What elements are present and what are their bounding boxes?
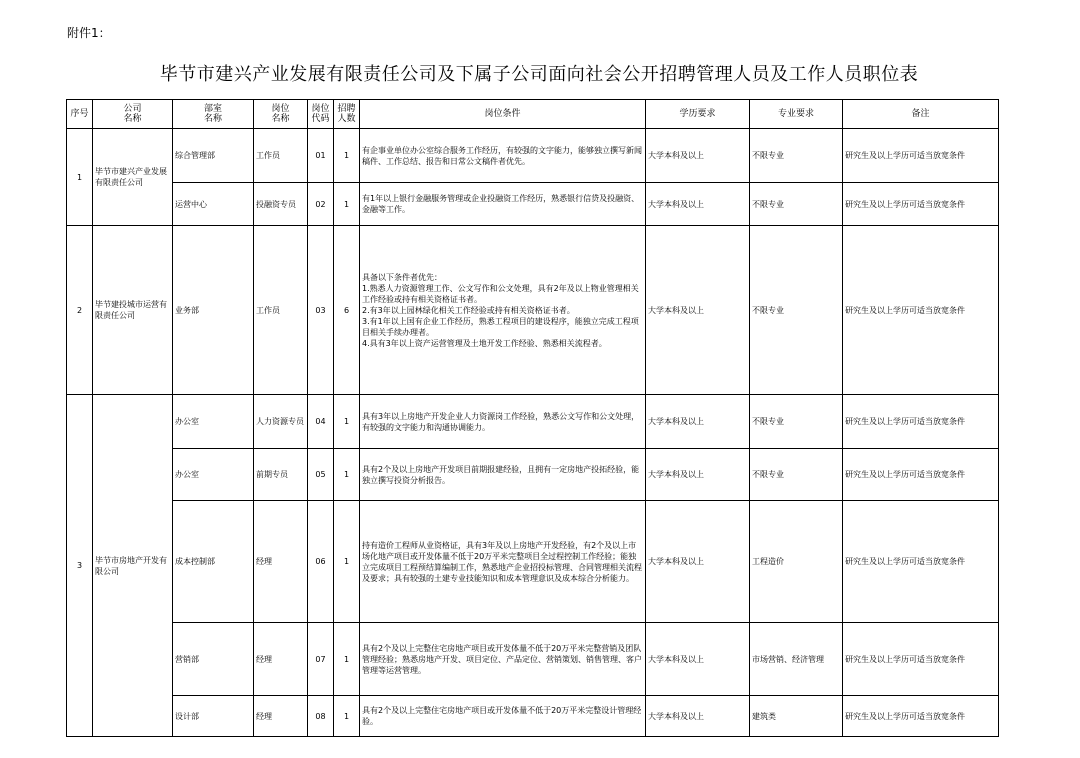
- remark-cell: 研究生及以上学历可适当放宽条件: [843, 226, 999, 395]
- remark-cell: 研究生及以上学历可适当放宽条件: [843, 501, 999, 623]
- dept-cell: 综合管理部: [173, 129, 254, 183]
- company-cell: 毕节市房地产开发有限公司: [93, 395, 173, 737]
- education-cell: 大学本科及以上: [646, 696, 750, 737]
- education-cell: 大学本科及以上: [646, 501, 750, 623]
- remark-cell: 研究生及以上学历可适当放宽条件: [843, 395, 999, 449]
- remark-cell: 研究生及以上学历可适当放宽条件: [843, 623, 999, 696]
- code-cell: 08: [308, 696, 334, 737]
- dept-cell: 设计部: [173, 696, 254, 737]
- dept-cell: 营销部: [173, 623, 254, 696]
- dept-cell: 运营中心: [173, 183, 254, 226]
- attachment-label: 附件1：: [67, 26, 111, 40]
- position-cell: 工作员: [254, 129, 308, 183]
- conditions-cell: 具有2个及以上完整住宅房地产项目或开发体量不低于20万平米完整营销及团队管理经验；熟悉房地产开发、项目定位、产品定位、营销策划、销售管理、客户管理等运营管理。: [360, 623, 646, 696]
- count-cell: 1: [334, 395, 360, 449]
- education-cell: 大学本科及以上: [646, 395, 750, 449]
- table-row: [67, 129, 999, 183]
- position-cell: 工作员: [254, 226, 308, 395]
- major-cell: 工程造价: [750, 501, 843, 623]
- education-cell: 大学本科及以上: [646, 129, 750, 183]
- document-title: 毕节市建兴产业发展有限责任公司及下属子公司面向社会公开招聘管理人员及工作人员职位表: [159, 64, 919, 85]
- header-seq: 序号: [67, 100, 93, 129]
- seq-cell: 3: [67, 395, 93, 737]
- conditions-cell: 具有2个及以上房地产开发项目前期报建经验，且拥有一定房地产投拓经验，能独立撰写投资分析报告。: [360, 449, 646, 501]
- table-row: [67, 183, 999, 226]
- count-cell: 1: [334, 449, 360, 501]
- education-cell: 大学本科及以上: [646, 226, 750, 395]
- conditions-cell: 持有造价工程师从业资格证，具有3年及以上房地产开发经验，有2个及以上市场化地产项目或开发体量不低于20万平米完整项目全过程控制工作经验；能独立完成项目工程预结算编制工作，熟悉地产企业招投标管理、合同管理相关流程及要求；具有较强的土建专业技能知识和成本管理意识及成本综合分析能力。: [360, 501, 646, 623]
- header-major: 专业要求: [750, 100, 843, 129]
- count-cell: 1: [334, 501, 360, 623]
- header-code: 岗位 代码: [308, 100, 334, 129]
- code-cell: 07: [308, 623, 334, 696]
- remark-cell: 研究生及以上学历可适当放宽条件: [843, 696, 999, 737]
- major-cell: 不限专业: [750, 449, 843, 501]
- count-cell: 1: [334, 696, 360, 737]
- company-cell: 毕节建投城市运营有限责任公司: [93, 226, 173, 395]
- education-cell: 大学本科及以上: [646, 449, 750, 501]
- position-cell: 经理: [254, 623, 308, 696]
- seq-cell: 1: [67, 129, 93, 226]
- code-cell: 05: [308, 449, 334, 501]
- table-row: [67, 395, 999, 449]
- positions-table: [66, 99, 999, 737]
- conditions-cell: 具有2个及以上完整住宅房地产项目或开发体量不低于20万平米完整设计管理经验。: [360, 696, 646, 737]
- header-education: 学历要求: [646, 100, 750, 129]
- remark-cell: 研究生及以上学历可适当放宽条件: [843, 129, 999, 183]
- dept-cell: 办公室: [173, 395, 254, 449]
- code-cell: 04: [308, 395, 334, 449]
- header-row: [67, 100, 999, 129]
- table-row: [67, 226, 999, 395]
- company-cell: 毕节市建兴产业发展有限责任公司: [93, 129, 173, 226]
- major-cell: 建筑类: [750, 696, 843, 737]
- major-cell: 不限专业: [750, 395, 843, 449]
- header-remark: 备注: [843, 100, 999, 129]
- header-position: 岗位 名称: [254, 100, 308, 129]
- header-company: 公司 名称: [93, 100, 173, 129]
- table-row: [67, 449, 999, 501]
- count-cell: 1: [334, 183, 360, 226]
- table-row: [67, 501, 999, 623]
- count-cell: 6: [334, 226, 360, 395]
- conditions-cell: 具备以下条件者优先： 1.熟悉人力资源管理工作、公文写作和公文处理，具有2年及以上物业管理相关工作经验或持有相关资格证书者。 2.有3年以上园林绿化相关工作经验或持有相关资格证书者。 3.有1年以上国有企业工作经历，熟悉工程项目的建设程序，能独立完成工程项目相关手续办理者。 4.具有3年以上资产运营管理及土地开发工作经验、熟悉相关流程者。: [360, 226, 646, 395]
- conditions-cell: 有企事业单位办公室综合服务工作经历，有较强的文字能力，能够独立撰写新闻稿件、工作总结、报告和日常公文稿件者优先。: [360, 129, 646, 183]
- conditions-cell: 有1年以上银行金融服务管理或企业投融资工作经历，熟悉银行信贷及投融资、金融等工作。: [360, 183, 646, 226]
- header-count: 招聘 人数: [334, 100, 360, 129]
- seq-cell: 2: [67, 226, 93, 395]
- major-cell: 不限专业: [750, 129, 843, 183]
- header-dept: 部室 名称: [173, 100, 254, 129]
- table-row: [67, 696, 999, 737]
- conditions-cell: 具有3年以上房地产开发企业人力资源岗工作经验，熟悉公文写作和公文处理，有较强的文字能力和沟通协调能力。: [360, 395, 646, 449]
- position-cell: 前期专员: [254, 449, 308, 501]
- table-row: [67, 623, 999, 696]
- dept-cell: 办公室: [173, 449, 254, 501]
- code-cell: 03: [308, 226, 334, 395]
- count-cell: 1: [334, 623, 360, 696]
- position-cell: 人力资源专员: [254, 395, 308, 449]
- code-cell: 06: [308, 501, 334, 623]
- education-cell: 大学本科及以上: [646, 183, 750, 226]
- code-cell: 02: [308, 183, 334, 226]
- dept-cell: 成本控制部: [173, 501, 254, 623]
- dept-cell: 业务部: [173, 226, 254, 395]
- position-cell: 经理: [254, 696, 308, 737]
- remark-cell: 研究生及以上学历可适当放宽条件: [843, 449, 999, 501]
- position-cell: 投融资专员: [254, 183, 308, 226]
- code-cell: 01: [308, 129, 334, 183]
- major-cell: 不限专业: [750, 183, 843, 226]
- header-conditions: 岗位条件: [360, 100, 646, 129]
- major-cell: 市场营销、经济管理: [750, 623, 843, 696]
- remark-cell: 研究生及以上学历可适当放宽条件: [843, 183, 999, 226]
- education-cell: 大学本科及以上: [646, 623, 750, 696]
- count-cell: 1: [334, 129, 360, 183]
- major-cell: 不限专业: [750, 226, 843, 395]
- position-cell: 经理: [254, 501, 308, 623]
